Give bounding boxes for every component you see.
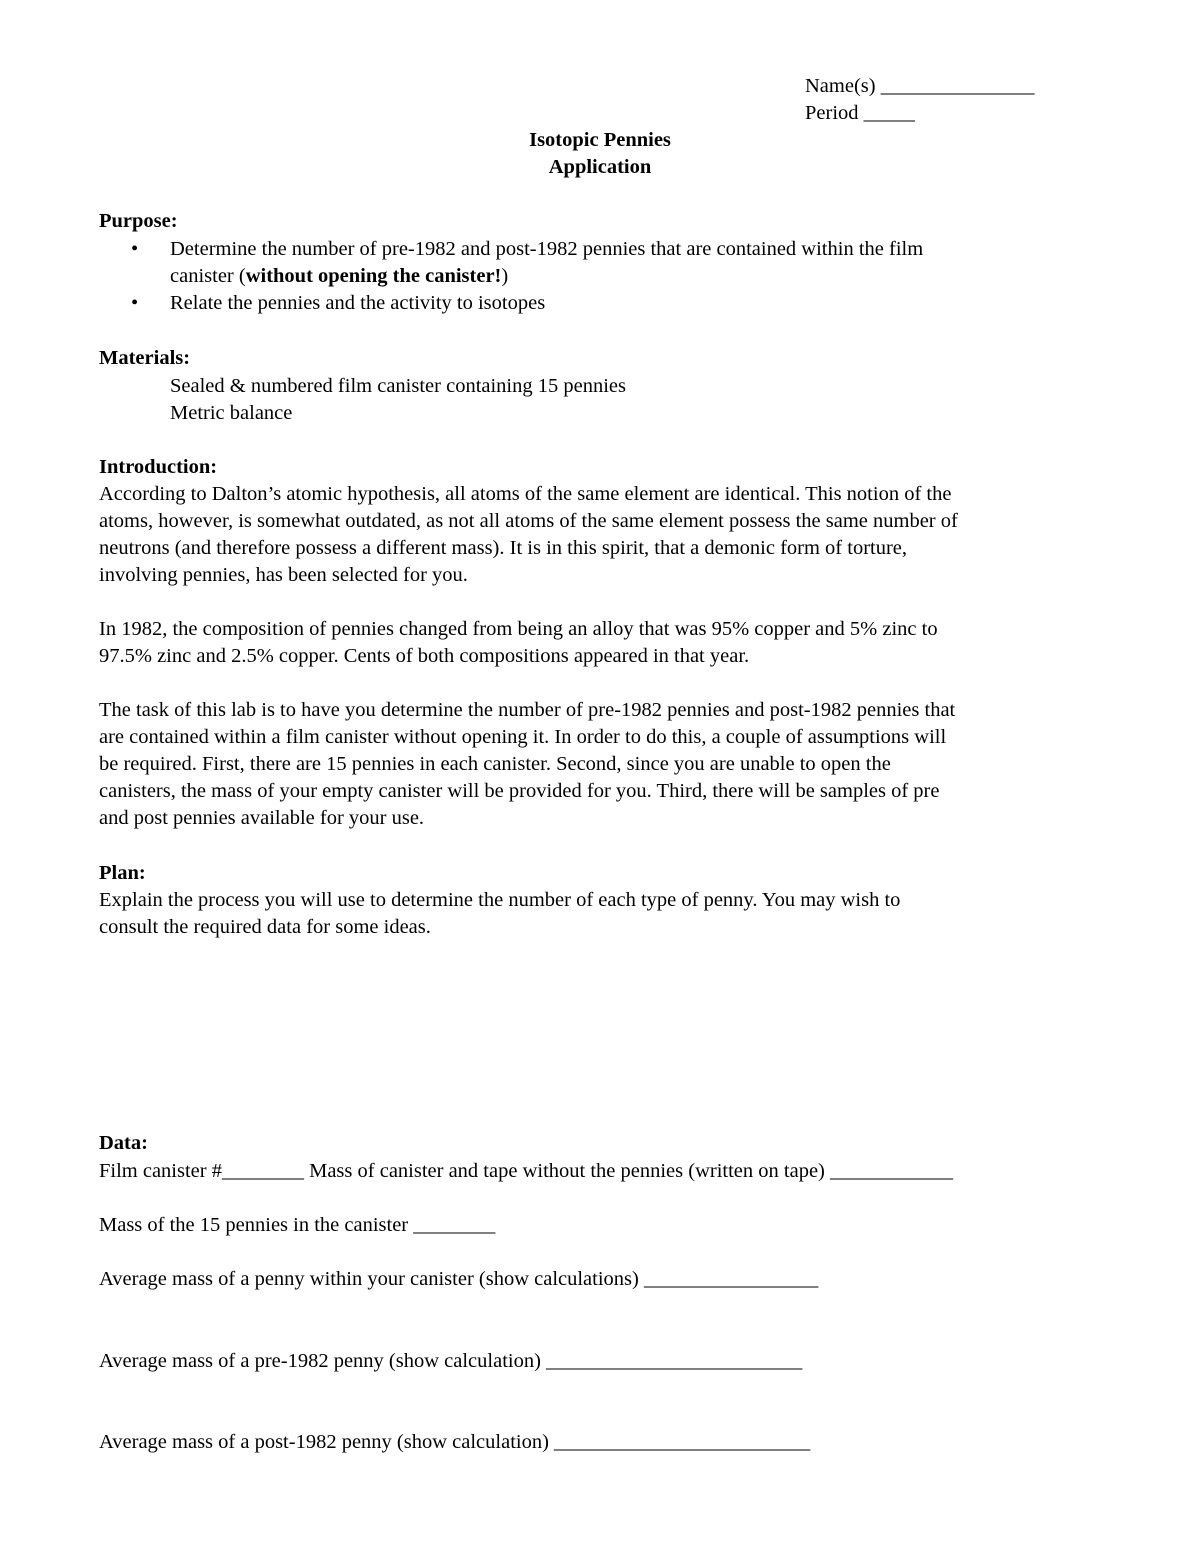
plan-heading: Plan: [99,862,146,884]
bullet-icon: • [131,292,139,314]
avg-post1982-penny-field: Average mass of a post-1982 penny (show calculation) _________________________ [99,1431,811,1453]
fifteen-pennies-mass-field: Mass of the 15 pennies in the canister ________ [99,1214,496,1236]
plan-line: consult the required data for some ideas. [99,916,431,938]
intro-p2-line: In 1982, the composition of pennies changed from being an alloy that was 95% copper and 5% zinc to [99,618,938,640]
intro-p2-line: 97.5% zinc and 2.5% copper. Cents of both compositions appeared in that year. [99,645,750,667]
bullet-icon: • [131,238,139,260]
materials-item-1: Sealed & numbered film canister containing 15 pennies [170,375,626,397]
plan-line: Explain the process you will use to determine the number of each type of penny. You may wish to [99,889,901,911]
intro-p1-line: According to Dalton’s atomic hypothesis, all atoms of the same element are identical. This notion of the [99,483,952,505]
intro-p3-line: The task of this lab is to have you determine the number of pre-1982 pennies and post-1982 pennies that [99,699,956,721]
intro-p3-line: are contained within a film canister without opening it. In order to do this, a couple of assumptions will [99,726,947,748]
intro-p1-line: atoms, however, is somewhat outdated, as not all atoms of the same element possess the same number of [99,510,958,532]
intro-p1-line: neutrons (and therefore possess a different mass). It is in this spirit, that a demonic form of torture, [99,537,908,559]
names-field-label: Name(s) _______________ [805,75,1035,97]
intro-p3-line: be required. First, there are 15 pennies in each canister. Second, since you are unable to open the [99,753,891,775]
data-heading: Data: [99,1132,148,1154]
purpose-item-2: Relate the pennies and the activity to isotopes [170,292,546,314]
purpose-item-1-line-2 [170,263,508,290]
purpose-item-1-close: ) [501,265,509,287]
materials-item-2: Metric balance [170,402,293,424]
intro-p1-line: involving pennies, has been selected for you. [99,564,468,586]
purpose-item-1-text: canister ( [170,265,246,287]
introduction-heading: Introduction: [99,456,218,478]
period-field-label: Period _____ [805,102,915,124]
canister-mass-field: Film canister #________ Mass of canister and tape without the pennies (written on tape) ____________ [99,1160,953,1182]
purpose-item-1-line-1: Determine the number of pre-1982 and post-1982 pennies that are contained within the film [170,238,924,260]
avg-pre1982-penny-field: Average mass of a pre-1982 penny (show calculation) _________________________ [99,1350,803,1372]
intro-p3-line: canisters, the mass of your empty canister will be provided for you. Third, there will be samples of pre [99,780,940,802]
purpose-item-1-emphasis: without opening the canister! [245,265,502,287]
avg-canister-penny-field: Average mass of a penny within your canister (show calculations) _________________ [99,1268,819,1290]
materials-heading: Materials: [99,347,191,369]
document-subtitle: Application [548,156,652,178]
intro-p3-line: and post pennies available for your use. [99,807,425,829]
document-title: Isotopic Pennies [529,129,671,151]
purpose-heading: Purpose: [99,210,178,232]
